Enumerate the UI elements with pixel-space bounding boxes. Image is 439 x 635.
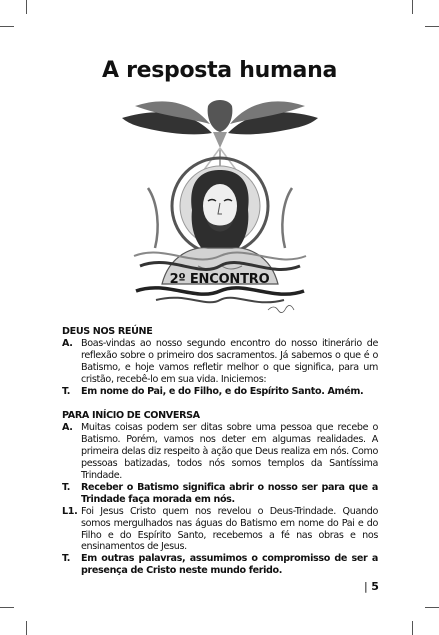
speaker-label: A.	[62, 422, 73, 434]
line-text: Em nome do Pai, e do Filho, e do Espírito Santo. Amém.	[81, 385, 364, 397]
crop-mark	[425, 26, 439, 27]
crop-mark	[0, 607, 14, 608]
dialogue-line	[62, 482, 378, 506]
page-number: | 5	[364, 580, 379, 593]
body-text	[62, 326, 378, 577]
line-text: Receber o Batismo significa abrir o nosso ser para que a Trindade faça morada em nós.	[81, 481, 378, 505]
encounter-label: 2º ENCONTRO	[169, 272, 270, 287]
crop-mark	[412, 621, 413, 635]
dialogue-line	[62, 386, 378, 398]
crop-mark	[26, 0, 27, 14]
line-text: Boas-vindas ao nosso segundo encontro do nosso itinerário de reflexão sobre o primeiro dos sacramentos. Já sabemos o que é o Batismo, e hoje vamos refletir melhor o que significa, para um cristão, recebê-lo em sua vida. Iniciemos:	[81, 337, 378, 385]
speaker-label: T.	[62, 385, 71, 397]
speaker-label: L1.	[62, 505, 78, 517]
speaker-label: T.	[62, 481, 71, 493]
crop-mark	[412, 0, 413, 14]
dialogue-line	[62, 422, 378, 482]
line-text: Em outras palavras, assumimos o compromisso de ser a presença de Cristo neste mundo ferido.	[81, 553, 378, 577]
speaker-label: T.	[62, 553, 71, 565]
crop-mark	[425, 607, 439, 608]
page-number-value: 5	[371, 580, 379, 593]
crop-mark	[26, 621, 27, 635]
section-heading: PARA INÍCIO DE CONVERSA	[62, 410, 200, 422]
section-heading: DEUS NOS REÚNE	[62, 326, 153, 337]
line-text: Foi Jesus Cristo quem nos revelou o Deus-Trindade. Quando somos mergulhados nas águas do Batismo em nome do Pai e do Filho e do Espírito Santo, recebemos a fé nas obras e nos ensinamentos de Jesus.	[81, 505, 378, 553]
line-text: Muitas coisas podem ser ditas sobre uma pessoa que recebe o Batismo. Porém, vamos nos deter em algumas realidades. A primeira delas diz respeito à ação que Deus realiza em nós. Como pessoas batizadas, todos nós somos templos da Santíssima Trindade.	[81, 422, 378, 481]
speaker-label: A.	[62, 337, 73, 349]
dialogue-line	[62, 506, 378, 554]
crop-mark	[0, 26, 14, 27]
dialogue-line	[62, 338, 378, 386]
page-title: A resposta humana	[101, 58, 338, 83]
dialogue-line	[62, 553, 378, 577]
